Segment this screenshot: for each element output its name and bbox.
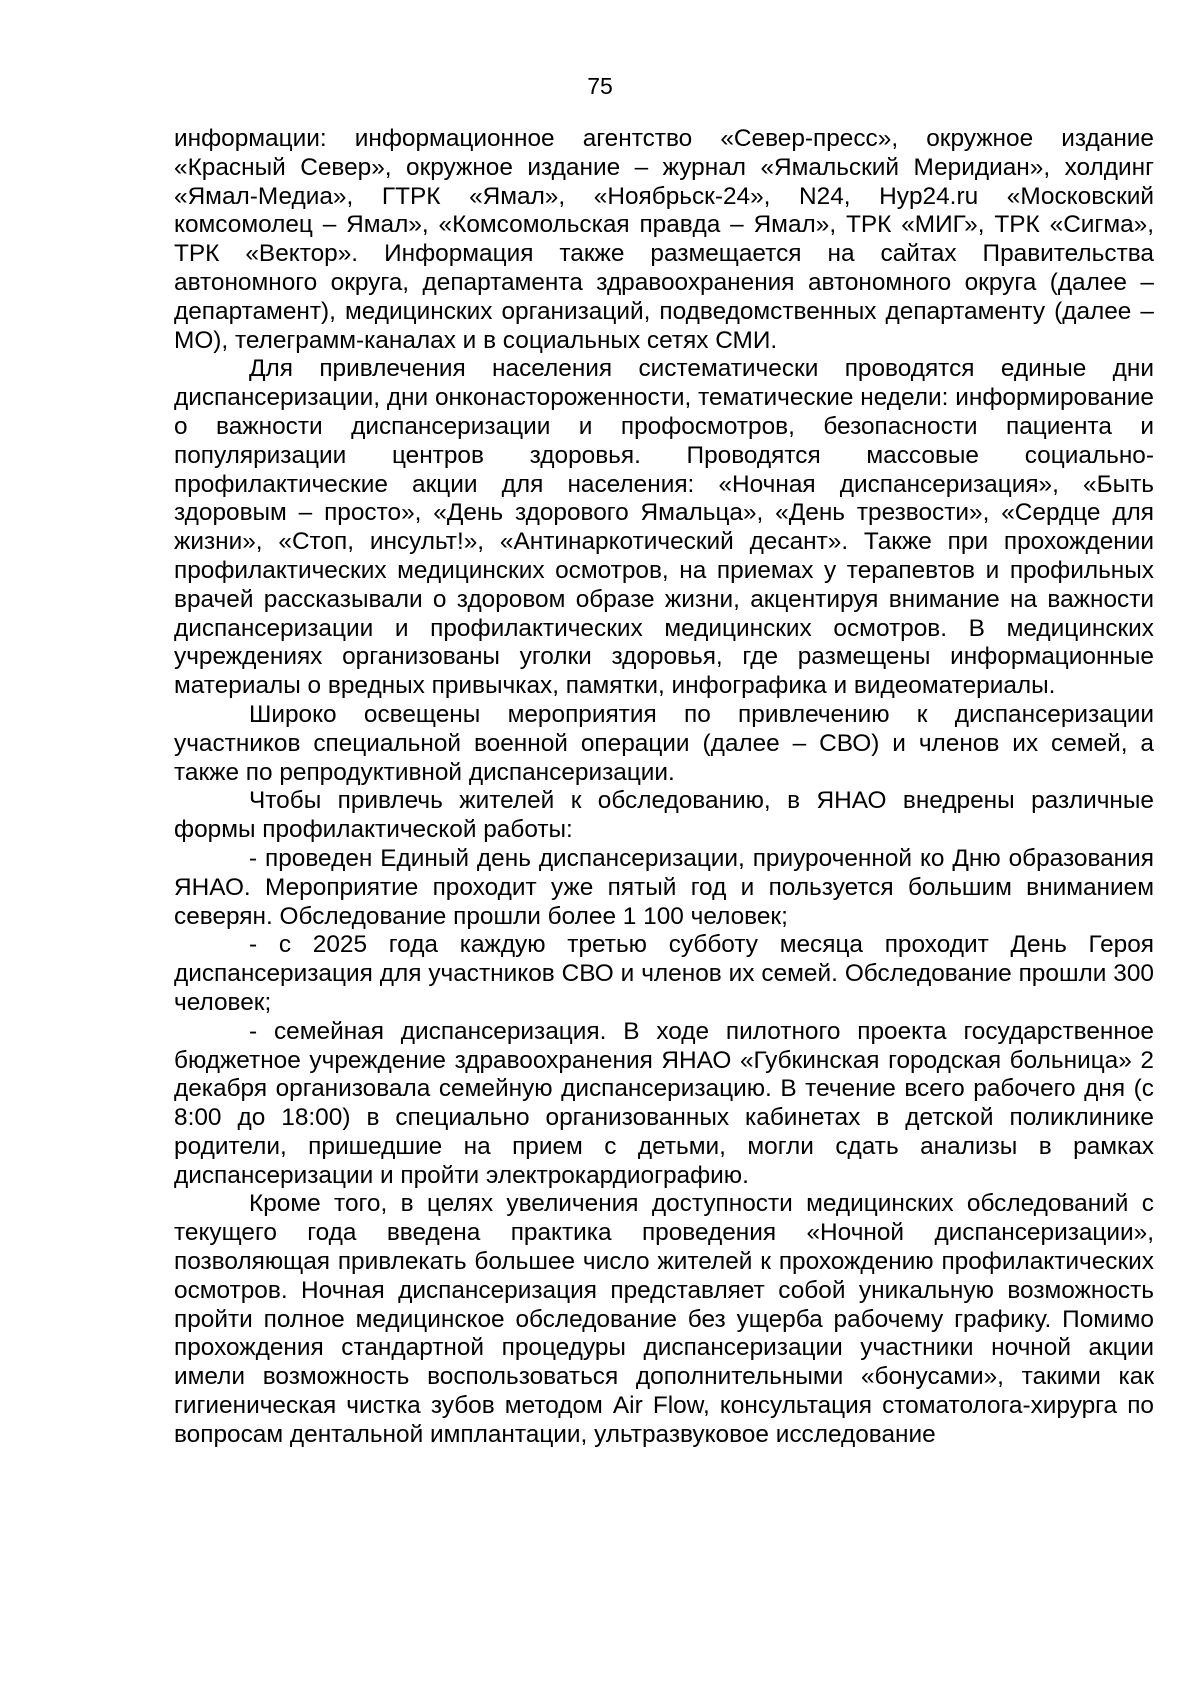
paragraph-forms-intro: Чтобы привлечь жителей к обследованию, в ЯНАО внедрены различные формы профилактической работы: [174,787,1154,844]
paragraph-media-list: информации: информационное агентство «Север-пресс», окружное издание «Красный Север», окружное издание – журнал «Ямальский Меридиан», холдинг «Ямал-Медиа», ГТРК «Ямал», «Ноябрьск-24», N24, Hyp24.ru «Московский комсомолец – Ямал», «Комсомольская правда – Ямал», ТРК «МИГ», ТРК «Сигма», ТРК «Вектор». Информация также размещается на сайтах Правительства автономного округа, департамента здравоохранения автономного округа (далее – департамент), медицинских организаций, подведомственных департаменту (далее – МО), телеграмм-каналах и в социальных сетях СМИ. [174,125,1154,354]
page-number: 75 [587,73,613,99]
paragraph-night-screening: Кроме того, в целях увеличения доступности медицинских обследований с текущего года введена практика проведения «Ночной диспансеризации», позволяющая привлекать большее число жителей к прохождению профилактических осмотров. Ночная диспансеризация представляет собой уникальную возможность пройти полное медицинское обследование без ущерба рабочему графику. Помимо прохождения стандартной процедуры диспансеризации участники ночной акции имели возможность воспользоваться дополнительными «бонусами», такими как гигиеническая чистка зубов методом Air Flow, консультация стоматолога-хирурга по вопросам дентальной имплантации, ультразвуковое исследование [174,1190,1154,1448]
paragraph-population-engagement: Для привлечения населения систематически проводятся единые дни диспансеризации, дни онконастороженности, тематические недели: информирование о важности диспансеризации и профосмотров, безопасности пациента и популяризации центров здоровья. Проводятся массовые социально-профилактические акции для населения: «Ночная диспансеризация», «Быть здоровым – просто», «День здорового Ямальца», «День трезвости», «Сердце для жизни», «Стоп, инсульт!», «Антинаркотический десант». Также при прохождении профилактических медицинских осмотров, на приемах у терапевтов и профильных врачей рассказывали о здоровом образе жизни, акцентируя внимание на важности диспансеризации и профилактических медицинских осмотров. В медицинских учреждениях организованы уголки здоровья, где размещены информационные материалы о вредных привычках, памятки, инфографика и видеоматериалы. [174,355,1154,700]
paragraph-svo-coverage: Широко освещены мероприятия по привлечению к диспансеризации участников специальной военной операции (далее – СВО) и членов их семей, а также по репродуктивной диспансеризации. [174,700,1154,786]
document-body [174,125,1154,1450]
list-item-family-screening: - семейная диспансеризация. В ходе пилотного проекта государственное бюджетное учреждение здравоохранения ЯНАО «Губкинская городская больница» 2 декабря организовала семейную диспансеризацию. В течение всего рабочего дня (с 8:00 до 18:00) в специально организованных кабинетах в детской поликлинике родители, пришедшие на прием с детьми, могли сдать анализы в рамках диспансеризации и пройти электрокардиографию. [174,1017,1154,1189]
list-item-unified-day: - проведен Единый день диспансеризации, приуроченной ко Дню образования ЯНАО. Мероприятие проходит уже пятый год и пользуется большим вниманием северян. Обследование прошли более 1 100 человек; [174,844,1154,930]
list-item-hero-day: - с 2025 года каждую третью субботу месяца проходит День Героя диспансеризация для участников СВО и членов их семей. Обследование прошли 300 человек; [174,931,1154,1016]
